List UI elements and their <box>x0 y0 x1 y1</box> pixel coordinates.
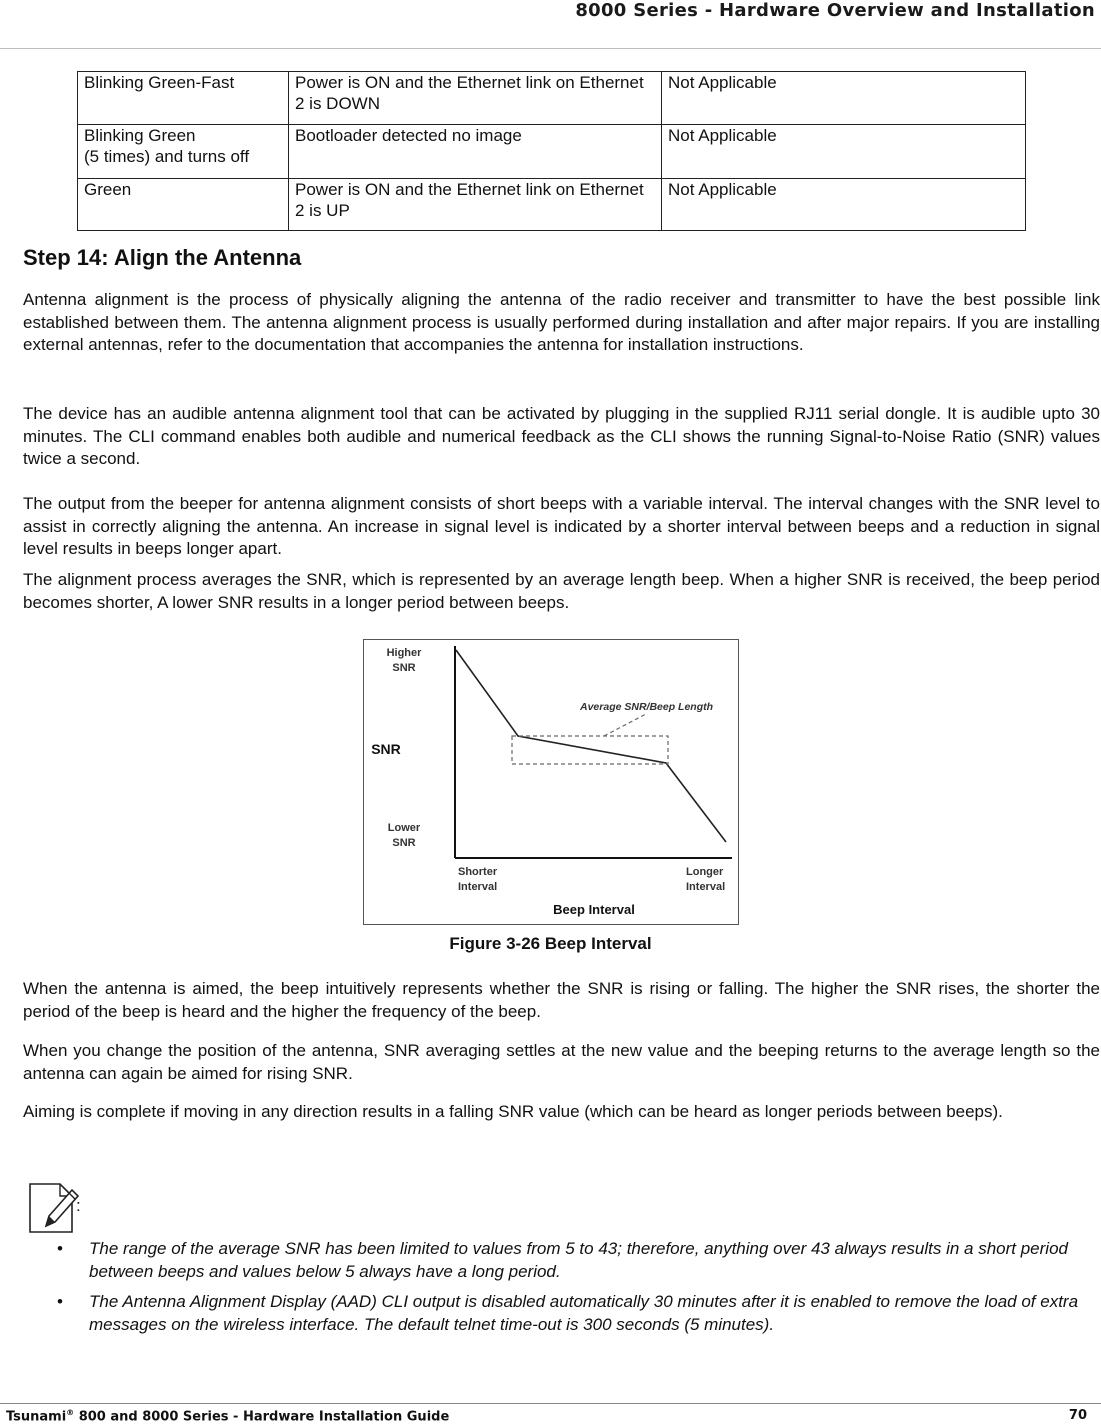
led-description-cell: Power is ON and the Ethernet link on Ethernet 2 is UP <box>289 179 662 231</box>
annotation-label: Average SNR/Beep Length <box>580 701 714 713</box>
y-bottom-label: Lower <box>387 822 421 834</box>
note-text: The range of the average SNR has been limited to values from 5 to 43; therefore, anything over 43 always results in a short period between beeps and values below 5 always have a long period. <box>89 1239 1068 1281</box>
bullet: • <box>57 1239 63 1258</box>
beep-interval-diagram <box>364 640 738 924</box>
pencil-note-icon <box>26 1180 80 1236</box>
footer-divider <box>0 1403 1101 1404</box>
led-other-cell: Not Applicable <box>662 179 1026 231</box>
footer-document-title <box>6 1408 449 1424</box>
led-state-line: (5 times) and turns off <box>84 147 250 166</box>
table-row <box>78 72 1026 125</box>
x-axis-title: Beep Interval <box>553 902 635 917</box>
led-state-cell: Blinking Green-Fast <box>78 72 289 125</box>
body-paragraph: The output from the beeper for antenna alignment consists of short beeps with a variable interval. The interval changes with the SNR level to assist in correctly aligning the antenna. An increase in signal level is indicated by a shorter interval between beeps and a reduction in signal level results in beeps longer apart. <box>23 494 1100 558</box>
body-paragraph: The device has an audible antenna alignment tool that can be activated by plugging in the supplied RJ11 serial dongle. It is audible upto 30 minutes. The CLI command enables both audible and numerical feedback as the CLI shows the running Signal-to-Noise Ratio (SNR) values twice a second. <box>23 404 1100 468</box>
footer-product-suffix: 800 and 8000 Series - Hardware Installation Guide <box>74 1409 450 1425</box>
y-top-label: SNR <box>392 662 416 674</box>
note-list <box>52 1238 1097 1344</box>
led-other-cell: Not Applicable <box>662 72 1026 125</box>
y-top-label: Higher <box>386 647 422 659</box>
y-bottom-label: SNR <box>392 837 416 849</box>
note-text: The Antenna Alignment Display (AAD) CLI output is disabled automatically 30 minutes after it is enabled to remove the load of extra messages on the wireless interface. The default telnet time-out is 300 seconds (5 minutes). <box>89 1292 1079 1334</box>
annotation-leader <box>604 714 646 736</box>
page-number: 70 <box>1068 1408 1087 1423</box>
footer-product-prefix: Tsunami <box>6 1409 67 1425</box>
snr-curve <box>456 650 726 842</box>
y-axis-title: SNR <box>371 741 401 757</box>
x-left-label: Interval <box>458 881 498 893</box>
body-paragraph: The alignment process averages the SNR, which is represented by an average length beep. When a higher SNR is received, the beep period becomes shorter, A lower SNR results in a longer period between beeps. <box>23 570 1100 612</box>
section-heading: Step 14: Align the Antenna <box>23 245 302 270</box>
body-paragraph: When the antenna is aimed, the beep intuitively represents whether the SNR is rising or falling. The higher the SNR rises, the shorter the period of the beep is heard and the higher the frequency of the beep. <box>23 979 1100 1021</box>
x-left-label: Shorter <box>458 866 498 878</box>
led-state-cell: Green <box>78 179 289 231</box>
note-marker: : <box>76 1196 81 1215</box>
table-row <box>78 125 1026 179</box>
x-right-label: Longer <box>686 866 724 878</box>
header-divider <box>0 48 1101 49</box>
body-paragraph: Antenna alignment is the process of physically aligning the antenna of the radio receiver and transmitter to have the best possible link established between them. The antenna alignment process is usually performed during installation and after major repairs. If you are installing external antennas, refer to the documentation that accompanies the antenna for installation instructions. <box>23 290 1100 354</box>
figure-caption: Figure 3-26 Beep Interval <box>449 934 652 953</box>
table-row <box>78 179 1026 231</box>
body-paragraph: Aiming is complete if moving in any direction results in a falling SNR value (which can be heard as longer periods between beeps). <box>23 1102 1003 1121</box>
led-status-table <box>77 71 1026 231</box>
led-description-cell: Bootloader detected no image <box>289 125 662 179</box>
led-state-cell <box>78 125 289 179</box>
led-description-cell: Power is ON and the Ethernet link on Ethernet 2 is DOWN <box>289 72 662 125</box>
beep-interval-figure <box>363 639 739 925</box>
body-paragraph: When you change the position of the antenna, SNR averaging settles at the new value and the beeping returns to the average length so the antenna can again be aimed for rising SNR. <box>23 1041 1100 1083</box>
list-item <box>52 1238 1097 1283</box>
registered-mark: ® <box>66 1408 75 1417</box>
x-right-label: Interval <box>686 881 726 893</box>
led-state-line: Blinking Green <box>84 126 196 145</box>
led-other-cell: Not Applicable <box>662 125 1026 179</box>
page-header-title: 8000 Series - Hardware Overview and Installation <box>575 0 1095 21</box>
list-item <box>52 1291 1097 1336</box>
bullet: • <box>57 1292 63 1311</box>
